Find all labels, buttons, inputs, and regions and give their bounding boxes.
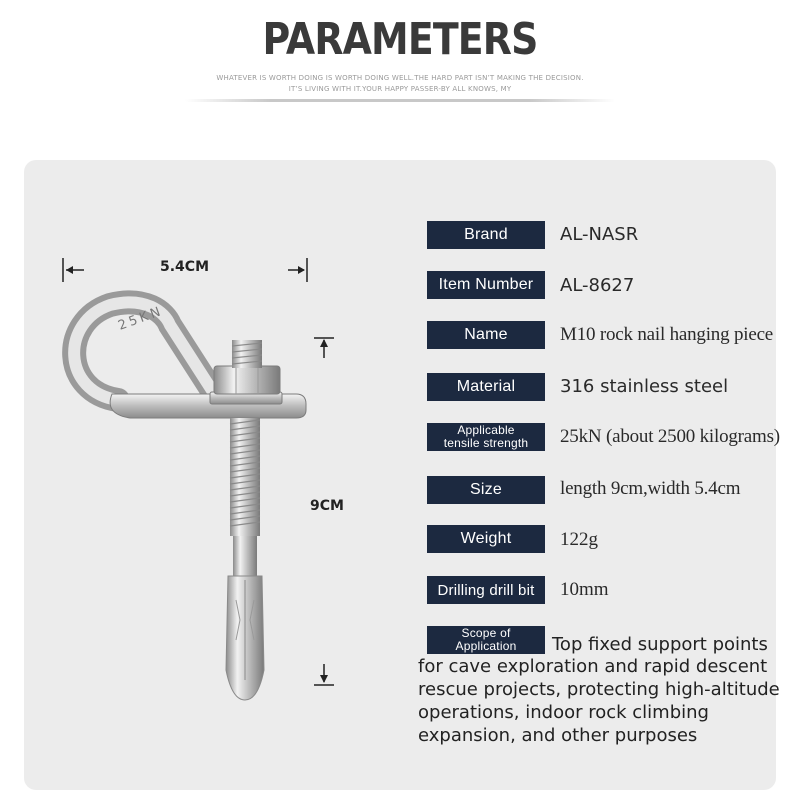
spec-value-size: length 9cm,width 5.4cm	[560, 478, 741, 499]
spec-label-drill-bit: Drilling drill bit	[427, 576, 545, 604]
spec-value-material: 316 stainless steel	[560, 376, 729, 397]
spec-label-tensile-line-1: Applicable	[457, 423, 515, 437]
spec-value-tensile-strength: 25kN (about 2500 kilograms)	[560, 426, 780, 447]
scope-line-4: operations, indoor rock climbing	[418, 702, 709, 723]
stamp-text: 25KN	[116, 303, 166, 334]
spec-label-material: Material	[427, 373, 545, 401]
spec-value-drill-bit: 10mm	[560, 579, 609, 600]
scope-line-5: expansion, and other purposes	[418, 725, 698, 746]
spec-label-scope-line-2: Application	[455, 639, 517, 653]
scope-line-2: for cave exploration and rapid descent	[418, 656, 768, 677]
scope-line-1: Top fixed support points	[552, 634, 768, 655]
height-label: 9CM	[310, 498, 344, 514]
spec-label-tensile-strength	[427, 423, 545, 451]
tagline-line-1: WHATEVER IS WORTH DOING IS WORTH DOING WELL.THE HARD PART ISN’T MAKING THE DECISION.	[216, 74, 584, 82]
spec-label-scope-line-1: Scope of	[461, 626, 511, 640]
spec-label-tensile-line-2: tensile strength	[443, 436, 529, 450]
page-title: PARAMETERS	[262, 14, 538, 65]
scope-description	[418, 655, 778, 747]
spec-label-brand: Brand	[427, 221, 545, 249]
spec-label-scope	[427, 626, 545, 654]
tagline-line-2: IT’S LIVING WITH IT.YOUR HAPPY PASSER-BY ALL KNOWS, MY	[288, 85, 512, 93]
spec-value-item-number: AL-8627	[560, 275, 635, 296]
spec-label-name: Name	[427, 321, 545, 349]
spec-label-item-number: Item Number	[427, 271, 545, 299]
anchor-bolt	[210, 340, 282, 700]
spec-value-weight: 122g	[560, 529, 598, 550]
scope-line-3: rescue projects, protecting high-altitude	[418, 679, 780, 700]
spec-value-name: M10 rock nail hanging piece	[560, 324, 774, 345]
spec-label-weight: Weight	[427, 525, 545, 553]
spec-label-size: Size	[427, 476, 545, 504]
spec-value-brand: AL-NASR	[560, 224, 639, 245]
width-label: 5.4CM	[160, 259, 210, 275]
